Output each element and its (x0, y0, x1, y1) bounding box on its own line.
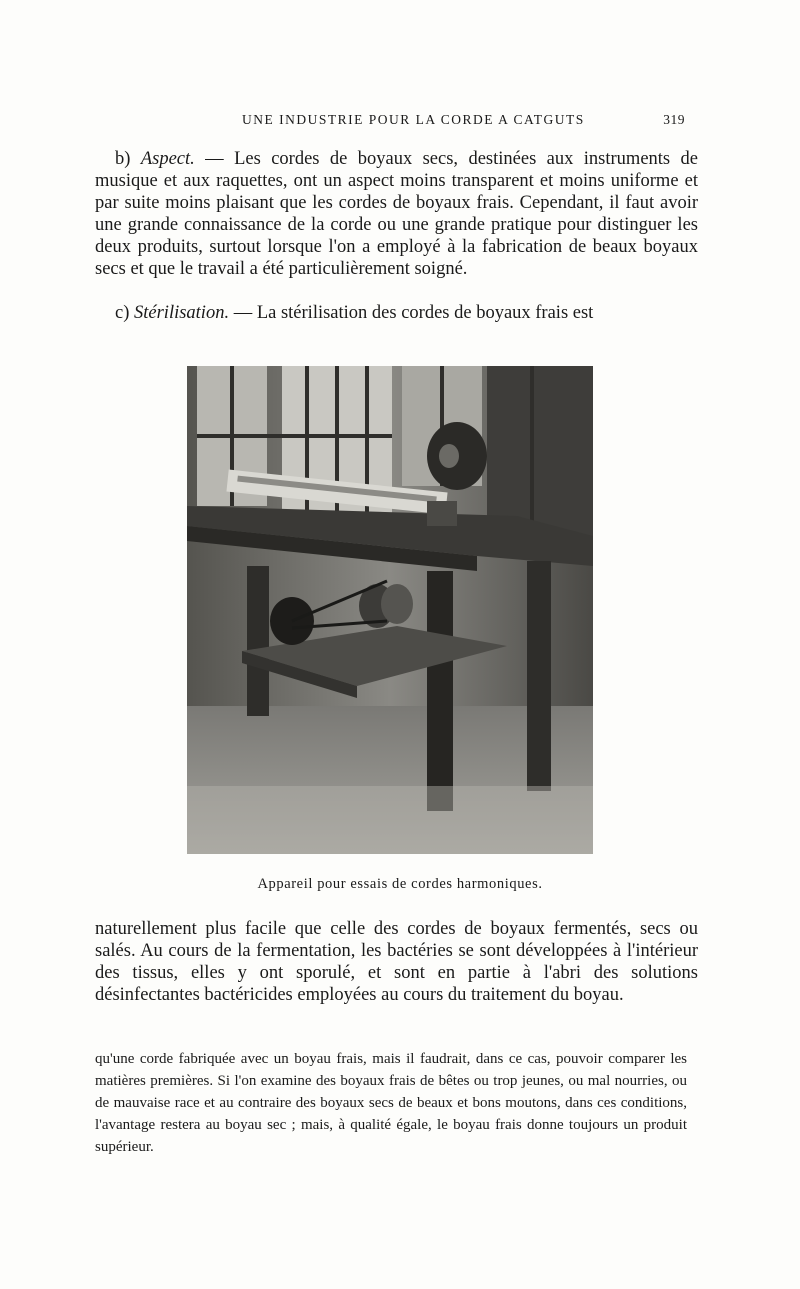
footnote-paragraph: qu'une corde fabriquée avec un boyau frais, mais il faudrait, dans ce cas, pouvoir comparer les matières premières. Si l'on examine des boyaux frais de bêtes ou trop jeunes, ou mal nourries, ou de mauvaise race et au contraire des boyaux secs de beaux et bons moutons, dans ces conditions, l'avantage restera au boyau sec ; mais, à qualité égale, le boyau frais donne toujours un produit supérieur. (95, 1051, 687, 1155)
paragraph-text: — La stérilisation des cordes de boyaux frais est (233, 303, 594, 323)
section-term: Aspect. (140, 149, 195, 169)
running-header (95, 110, 685, 132)
paragraph-aspect (95, 148, 698, 280)
paragraph-text: — Les cordes de boyaux secs, destinées aux instruments de musique et aux raquettes, ont un aspect moins transparent et moins uniforme et par suite moins plaisant que les cordes de boyaux frais. Cependant, il faut avoir une grande connaissance de la corde ou une grande pratique pour distinguer les deux produits, surtout lorsque l'on a employé à la fabrication de beaux boyaux secs et que le travail a été particulièrement soigné. (95, 149, 698, 279)
running-title: UNE INDUSTRIE POUR LA CORDE A CATGUTS (242, 112, 585, 127)
section-term: Stérilisation. (134, 303, 230, 323)
paragraph-sterilisation (95, 302, 698, 324)
apparatus-photo (187, 366, 593, 854)
item-label: b) (115, 149, 131, 169)
item-label: c) (115, 303, 130, 323)
figure-caption: Appareil pour essais de cordes harmoniques. (257, 876, 543, 892)
photo-figure (187, 366, 593, 854)
paragraph-continued: naturellement plus facile que celle des cordes de boyaux fermentés, secs ou salés. Au cours de la fermentation, les bactéries se sont développées à l'intérieur des tissus, elles y ont sporulé, et sont en partie à l'abri des solutions désinfectantes bactéricides employées au cours du traitement du boyau. (95, 919, 698, 1005)
page-number: 319 (663, 112, 685, 127)
